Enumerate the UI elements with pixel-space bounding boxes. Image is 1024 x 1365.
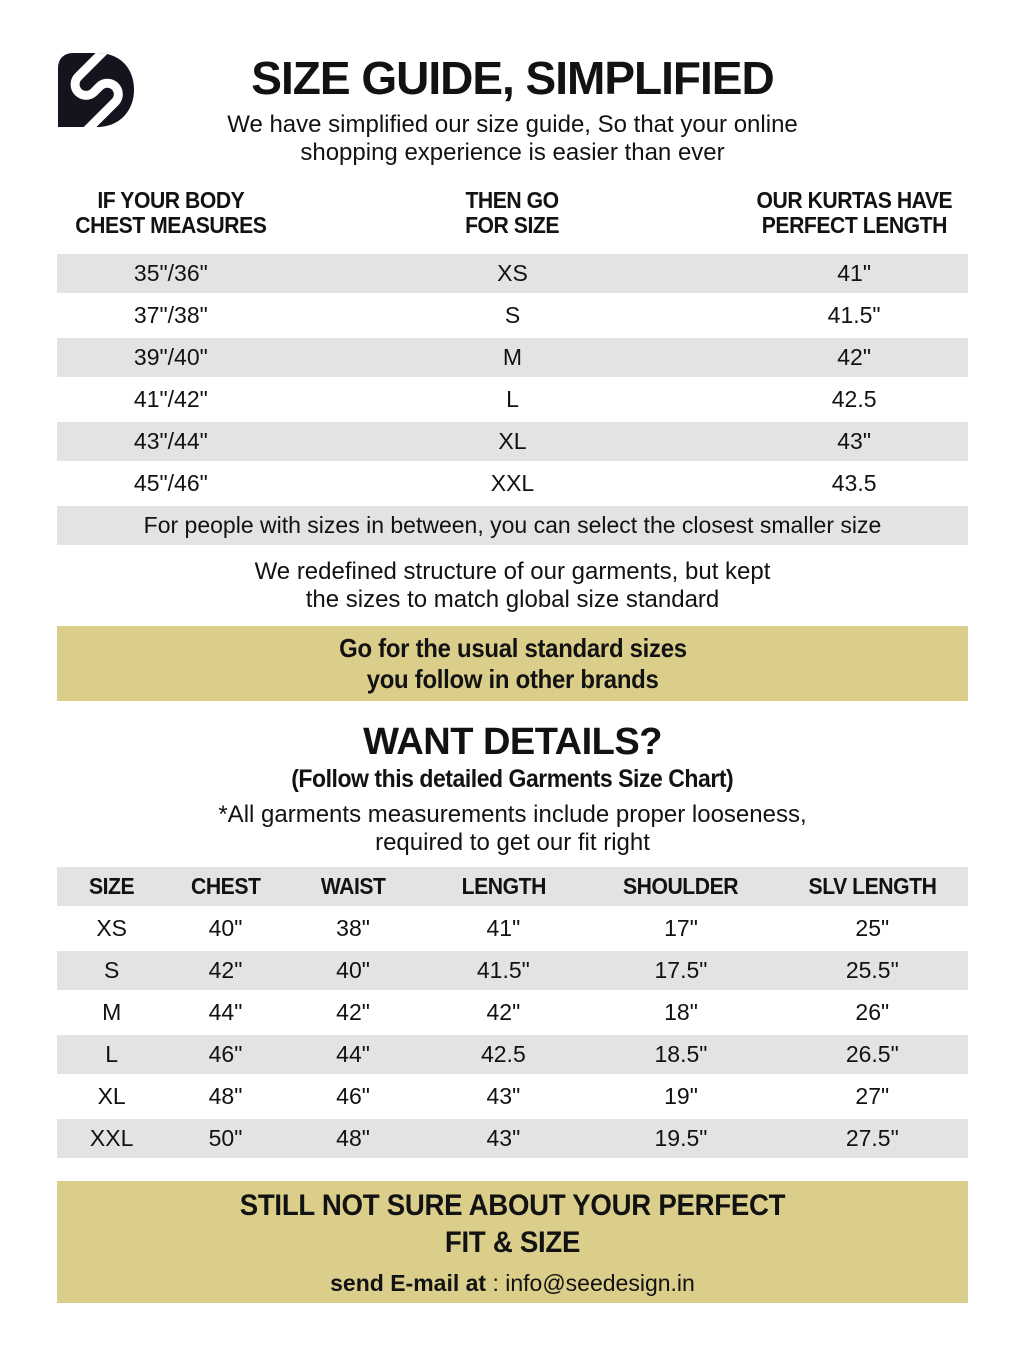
table-cell: 25.5" [845, 957, 899, 983]
table-cell: 38" [336, 915, 370, 941]
table-cell: XXL [490, 470, 535, 496]
detail-size-table [57, 867, 968, 1158]
simple-size-table [57, 254, 968, 545]
table-row [57, 1035, 968, 1074]
table-cell: XXL [89, 1125, 134, 1151]
table-cell: 45"/46" [133, 470, 208, 496]
header [57, 0, 968, 167]
standards-note-line: the sizes to match global size standard [305, 586, 720, 613]
table-cell: 43.5 [831, 470, 877, 496]
table-cell: 41"/42" [133, 386, 208, 412]
table-cell: L [506, 386, 519, 412]
table-cell: 43" [486, 1125, 521, 1151]
brand-logo-icon [57, 52, 135, 128]
table-cell: 17.5" [654, 957, 708, 983]
table-row [57, 993, 968, 1032]
table-cell: 46" [336, 1083, 370, 1109]
table-cell: 41.5" [827, 302, 881, 328]
table-row [57, 254, 968, 293]
table-cell: 41" [837, 260, 871, 286]
table-cell: XS [96, 915, 127, 941]
table-cell: 26.5" [845, 1041, 899, 1067]
table-cell: 18.5" [654, 1041, 708, 1067]
column-header-length: OUR KURTAS HAVE PERFECT LENGTH [756, 187, 952, 238]
table-cell: 42" [208, 957, 243, 983]
table-row [57, 909, 968, 948]
table-row [57, 422, 968, 461]
banner-line: Go for the usual standard sizes [338, 632, 687, 663]
subtitle-line: We have simplified our size guide, So that your online [227, 111, 798, 138]
table-cell: 25" [855, 915, 890, 941]
table-cell: XL [498, 428, 527, 454]
table-cell: 41" [486, 915, 521, 941]
table-row [57, 380, 968, 419]
table-cell: 27" [855, 1083, 890, 1109]
in-between-note: For people with sizes in between, you can select the closest smaller size [57, 506, 968, 545]
table-cell: 17" [664, 915, 698, 941]
email-label: send E-mail at [330, 1270, 487, 1296]
detail-header-chest: CHEST [190, 873, 261, 899]
contact-banner-line: FIT & SIZE [444, 1226, 581, 1259]
detail-header-length: LENGTH [461, 873, 546, 899]
table-cell: XL [97, 1083, 126, 1109]
table-cell: 50" [208, 1125, 243, 1151]
details-heading: WANT DETAILS? [363, 721, 662, 763]
looseness-note-line: *All garments measurements include proper looseness, [218, 801, 807, 828]
table-cell: 19.5" [654, 1125, 708, 1151]
table-cell: 43"/44" [133, 428, 208, 454]
table-cell: S [103, 957, 120, 983]
banner-line: you follow in other brands [366, 663, 659, 694]
standards-note-line: We redefined structure of our garments, but kept [254, 558, 771, 585]
table-row [57, 1077, 968, 1116]
column-header-chest: IF YOUR BODY CHEST MEASURES [75, 187, 267, 238]
looseness-note [57, 801, 968, 857]
table-cell: 40" [336, 957, 370, 983]
table-cell: 18" [664, 999, 698, 1025]
table-cell: 44" [208, 999, 243, 1025]
table-cell: 42.5 [831, 386, 877, 412]
table-row [57, 296, 968, 335]
table-cell: 48" [208, 1083, 243, 1109]
simple-table-headers [57, 188, 968, 238]
details-subheading: (Follow this detailed Garments Size Chart) [291, 765, 734, 793]
column-header-size: THEN GO FOR SIZE [465, 187, 560, 238]
table-row [57, 338, 968, 377]
table-row [57, 951, 968, 990]
table-cell: 26" [855, 999, 890, 1025]
table-cell: 42.5 [480, 1041, 526, 1067]
table-row [57, 1119, 968, 1158]
table-cell: 37"/38" [133, 302, 208, 328]
table-cell: 42" [336, 999, 370, 1025]
table-cell: 48" [336, 1125, 370, 1151]
standards-note [57, 558, 968, 614]
table-cell: XS [497, 260, 528, 286]
detail-table-header-row [57, 867, 968, 906]
subtitle-line: shopping experience is easier than ever [300, 139, 725, 166]
email-separator: : [486, 1270, 506, 1296]
table-cell: M [102, 999, 122, 1025]
contact-banner [57, 1181, 968, 1303]
email-address: info@seedesign.in [505, 1270, 695, 1296]
table-cell: 39"/40" [133, 344, 208, 370]
table-cell: 27.5" [845, 1125, 899, 1151]
table-row [57, 464, 968, 503]
detail-header-waist: WAIST [320, 873, 386, 899]
table-cell: 42" [837, 344, 871, 370]
detail-size-table-rows [57, 909, 968, 1158]
page-title: SIZE GUIDE, SIMPLIFIED [251, 52, 774, 104]
detail-header-shoulder: SHOULDER [623, 873, 739, 899]
table-cell: L [105, 1041, 119, 1067]
table-cell: 43" [837, 428, 871, 454]
table-cell: M [502, 344, 523, 370]
table-cell: 42" [486, 999, 521, 1025]
table-cell: 43" [486, 1083, 521, 1109]
table-cell: 46" [208, 1041, 243, 1067]
table-cell: 40" [208, 915, 243, 941]
looseness-note-line: required to get our fit right [375, 829, 650, 856]
table-cell: 35"/36" [133, 260, 208, 286]
contact-email-line [330, 1270, 695, 1297]
detail-header-slv-length: SLV LENGTH [808, 873, 937, 899]
details-section [57, 722, 968, 857]
table-cell: 41.5" [476, 957, 530, 983]
table-cell: 44" [336, 1041, 370, 1067]
detail-header-size: SIZE [89, 873, 135, 899]
table-cell: 19" [664, 1083, 698, 1109]
page-subtitle [57, 111, 968, 167]
standard-sizes-banner [57, 626, 968, 701]
brand-logo-svg [57, 52, 135, 128]
table-cell: S [504, 302, 521, 328]
contact-banner-line: STILL NOT SURE ABOUT YOUR PERFECT [239, 1189, 786, 1222]
simple-size-table-rows [57, 254, 968, 503]
